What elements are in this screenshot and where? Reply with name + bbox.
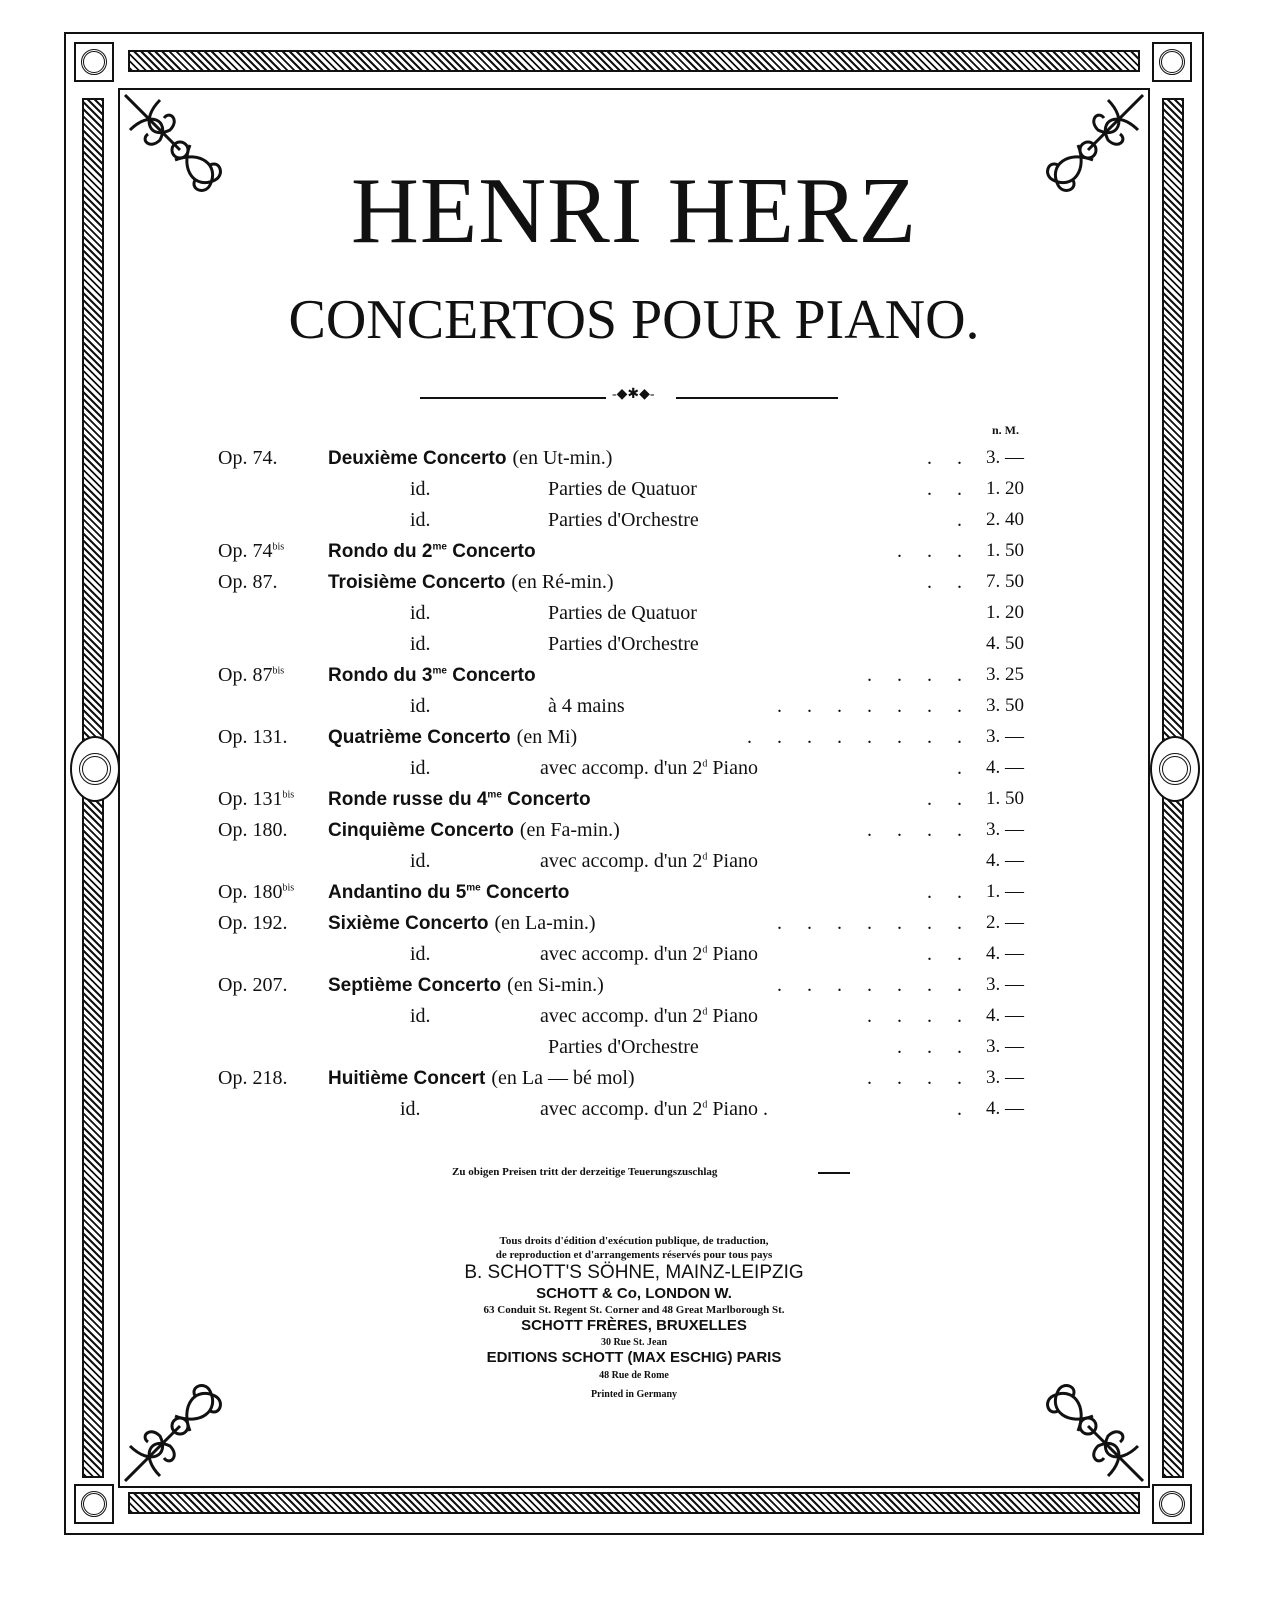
work-row [0, 601, 1268, 631]
work-row [0, 632, 1268, 662]
opus-label: Op. 180 [218, 881, 283, 903]
title-text: Rondo du 3 [328, 665, 433, 686]
work-title [328, 539, 536, 564]
opus-label: Op. 87. [218, 571, 278, 593]
ditto-mark: id. [410, 509, 431, 531]
title-superscript: me [432, 665, 447, 677]
work-title [328, 725, 577, 750]
work-detail [548, 601, 697, 625]
work-row [0, 1097, 1268, 1127]
title-text: Deuxième Concerto [328, 448, 507, 469]
price: 3. — [986, 447, 1024, 468]
ditto-mark: id. [410, 850, 431, 872]
work-row [0, 446, 1268, 476]
title-text: Andantino du 5 [328, 882, 467, 903]
title-text: Quatrième Concerto [328, 727, 511, 748]
leader-dots: . . . [897, 1036, 972, 1058]
price: 3. — [986, 1036, 1024, 1057]
price: 3. — [986, 819, 1024, 840]
printed-in: Printed in Germany [590, 1389, 678, 1400]
price: 2. 40 [986, 509, 1024, 530]
surcharge-note: Zu obigen Preisen tritt der derzeitige Teuerungszuschlag [452, 1166, 718, 1178]
work-title-bold [328, 975, 501, 996]
divider-left [420, 397, 606, 399]
work-row [0, 756, 1268, 786]
work-title-bold [328, 448, 506, 469]
surcharge-dash [818, 1172, 850, 1174]
work-row [0, 694, 1268, 724]
price: 4. — [986, 1005, 1024, 1026]
leader-dots: . . . . . . . [777, 695, 972, 717]
opus-label: Op. 207. [218, 974, 288, 996]
detail-text-rest: Piano . [707, 1098, 768, 1120]
price: 3. — [986, 1067, 1024, 1088]
work-detail [548, 477, 697, 501]
work-key: (en La — bé mol) [491, 1067, 635, 1089]
composer-name: HENRI HERZ [350, 159, 918, 263]
opus-number [218, 446, 277, 470]
ditto-mark: id. [400, 1098, 421, 1120]
detail-text: à 4 mains [548, 695, 625, 717]
price: 4. 50 [986, 633, 1024, 654]
opus-label: Op. 131. [218, 726, 288, 748]
opus-number [218, 911, 287, 935]
work-row [0, 1004, 1268, 1034]
title-text: Troisième Concerto [328, 572, 506, 593]
publisher-london-address: 63 Conduit St. Regent St. Corner and 48 Great Marlborough St. [483, 1304, 785, 1316]
ditto-mark: id. [410, 478, 431, 500]
work-detail [540, 756, 758, 780]
ditto-mark: id. [410, 943, 431, 965]
work-detail [540, 1097, 768, 1121]
work-title-bold [328, 541, 536, 562]
price: 3. — [986, 974, 1024, 995]
detail-text: avec accomp. d'un 2 [540, 1005, 703, 1027]
opus-suffix: bis [282, 789, 295, 801]
work-title-bold [328, 789, 591, 810]
opus-number [218, 787, 294, 811]
ditto-mark: id. [410, 602, 431, 624]
opus-number [218, 663, 284, 687]
leader-dots: . . . [897, 540, 972, 562]
title-superscript: me [432, 541, 447, 553]
work-row [0, 1066, 1268, 1096]
work-row [0, 570, 1268, 600]
detail-text: Parties d'Orchestre [548, 633, 699, 655]
work-title-bold [328, 727, 511, 748]
rights-line-1: Tous droits d'édition d'exécution publique, de traduction, [499, 1235, 769, 1247]
work-key: (en Si-min.) [507, 974, 604, 996]
detail-superscript: d [702, 944, 708, 956]
work-title [328, 663, 536, 688]
opus-number [218, 1066, 287, 1090]
ditto-mark: id. [410, 633, 431, 655]
opus-number [218, 880, 294, 904]
divider-ornament-icon: -◆✱◆- [612, 387, 655, 402]
ditto-mark: id. [410, 1005, 431, 1027]
work-row [0, 508, 1268, 538]
work-title [328, 446, 612, 471]
leader-dots: . . . . [867, 1005, 972, 1027]
opus-label: Op. 87 [218, 664, 273, 686]
leader-dots: . . [927, 788, 972, 810]
title-superscript: me [487, 789, 502, 801]
leader-dots: . . [927, 943, 972, 965]
price-column-header: n. M. [992, 423, 1019, 437]
bottom-border-band [128, 1492, 1140, 1514]
corner-rosette-icon [74, 42, 114, 82]
detail-text: Parties d'Orchestre [548, 509, 699, 531]
detail-text-rest: Piano [707, 757, 758, 779]
work-title-bold [328, 820, 514, 841]
corner-flourish-icon [1028, 1366, 1148, 1486]
work-row [0, 818, 1268, 848]
title-text: Ronde russe du 4 [328, 789, 488, 810]
top-border-band [128, 50, 1140, 72]
opus-suffix: bis [282, 882, 295, 894]
title-superscript: me [466, 882, 481, 894]
corner-rosette-icon [74, 1484, 114, 1524]
work-title-bold [328, 1068, 485, 1089]
title-text-rest: Concerto [501, 789, 591, 810]
work-detail [540, 942, 758, 966]
leader-dots: . [957, 509, 972, 531]
opus-label: Op. 74. [218, 447, 278, 469]
work-title [328, 818, 620, 843]
work-title-bold [328, 665, 536, 686]
work-title [328, 880, 569, 905]
detail-text: avec accomp. d'un 2 [540, 850, 703, 872]
price: 3. — [986, 726, 1024, 747]
corner-rosette-icon [1152, 1484, 1192, 1524]
publisher-brussels-address: 30 Rue St. Jean [600, 1337, 668, 1348]
publisher-main: B. SCHOTT'S SÖHNE, MAINZ-LEIPZIG [464, 1262, 804, 1283]
leader-dots: . [957, 757, 972, 779]
price: 2. — [986, 912, 1024, 933]
work-key: (en Ut-min.) [512, 447, 613, 469]
work-key: (en La-min.) [494, 912, 596, 934]
work-title-bold [328, 882, 569, 903]
title-text-rest: Concerto [446, 541, 536, 562]
price: 1. 20 [986, 602, 1024, 623]
work-row [0, 787, 1268, 817]
detail-text: Parties d'Orchestre [548, 1036, 699, 1058]
price: 1. — [986, 881, 1024, 902]
work-detail [548, 632, 699, 656]
price: 4. — [986, 757, 1024, 778]
price: 4. — [986, 850, 1024, 871]
opus-label: Op. 180. [218, 819, 288, 841]
work-key: (en Mi) [516, 726, 578, 748]
detail-text: avec accomp. d'un 2 [540, 1098, 703, 1120]
work-title-bold [328, 572, 505, 593]
detail-text: Parties de Quatuor [548, 478, 697, 500]
detail-text-rest: Piano [707, 943, 758, 965]
detail-superscript: d [702, 851, 708, 863]
leader-dots: . [957, 1098, 972, 1120]
work-detail [540, 849, 758, 873]
detail-text: avec accomp. d'un 2 [540, 943, 703, 965]
corner-rosette-icon [1152, 42, 1192, 82]
publisher-paris: EDITIONS SCHOTT (MAX ESCHIG) PARIS [486, 1349, 782, 1366]
work-row [0, 880, 1268, 910]
work-row [0, 539, 1268, 569]
opus-suffix: bis [272, 665, 285, 677]
work-row [0, 725, 1268, 755]
work-key: (en Ré-min.) [511, 571, 614, 593]
detail-superscript: d [702, 758, 708, 770]
work-title [328, 787, 591, 812]
detail-text-rest: Piano [707, 850, 758, 872]
leader-dots: . . . . . . . . [747, 726, 972, 748]
corner-flourish-icon [120, 1366, 240, 1486]
leader-dots: . . . . . . . [777, 974, 972, 996]
work-detail [548, 508, 699, 532]
title-text: Septième Concerto [328, 975, 502, 996]
work-detail [540, 1004, 758, 1028]
work-detail [548, 694, 625, 718]
divider-right [676, 397, 838, 399]
leader-dots: . . . . [867, 1067, 972, 1089]
detail-superscript: d [702, 1099, 708, 1111]
title-text: Sixième Concerto [328, 913, 489, 934]
leader-dots: . . [927, 881, 972, 903]
work-row [0, 973, 1268, 1003]
leader-dots: . . . . [867, 664, 972, 686]
work-row [0, 911, 1268, 941]
detail-superscript: d [702, 1006, 708, 1018]
price: 3. 50 [986, 695, 1024, 716]
title-text: Cinquième Concerto [328, 820, 514, 841]
opus-label: Op. 74 [218, 540, 273, 562]
price: 4. — [986, 1098, 1024, 1119]
title-text: Rondo du 2 [328, 541, 433, 562]
title-text-rest: Concerto [480, 882, 570, 903]
price: 1. 50 [986, 788, 1024, 809]
price: 1. 50 [986, 540, 1024, 561]
publisher-paris-address: 48 Rue de Rome [599, 1370, 669, 1381]
price: 7. 50 [986, 571, 1024, 592]
title-text: Huitième Concert [328, 1068, 486, 1089]
opus-number [218, 539, 284, 563]
work-title [328, 570, 614, 595]
work-key: (en Fa-min.) [519, 819, 620, 841]
opus-number [218, 725, 287, 749]
opus-suffix: bis [272, 541, 285, 553]
price: 4. — [986, 943, 1024, 964]
work-row [0, 942, 1268, 972]
rights-line-2: de reproduction et d'arrangements réservés pour tous pays [495, 1249, 773, 1261]
leader-dots: . . [927, 447, 972, 469]
ditto-mark: id. [410, 695, 431, 717]
work-detail [548, 1035, 699, 1059]
leader-dots: . . [927, 478, 972, 500]
price: 1. 20 [986, 478, 1024, 499]
work-title [328, 1066, 635, 1091]
ditto-mark: id. [410, 757, 431, 779]
leader-dots: . . . . . . . [777, 912, 972, 934]
detail-text: Parties de Quatuor [548, 602, 697, 624]
opus-label: Op. 192. [218, 912, 288, 934]
opus-label: Op. 218. [218, 1067, 288, 1089]
detail-text: avec accomp. d'un 2 [540, 757, 703, 779]
work-title-bold [328, 913, 489, 934]
opus-label: Op. 131 [218, 788, 283, 810]
work-title [328, 973, 604, 998]
opus-number [218, 818, 287, 842]
leader-dots: . . . . [867, 819, 972, 841]
title-text-rest: Concerto [446, 665, 536, 686]
detail-text-rest: Piano [707, 1005, 758, 1027]
publisher-brussels: SCHOTT FRÈRES, BRUXELLES [521, 1317, 747, 1334]
work-row [0, 477, 1268, 507]
opus-number [218, 570, 277, 594]
work-row [0, 663, 1268, 693]
leader-dots: . . [927, 571, 972, 593]
collection-title: CONCERTOS POUR PIANO. [288, 289, 980, 351]
work-title [328, 911, 596, 936]
work-row [0, 1035, 1268, 1065]
price: 3. 25 [986, 664, 1024, 685]
opus-number [218, 973, 287, 997]
publisher-london: SCHOTT & Co, LONDON W. [536, 1285, 732, 1302]
work-row [0, 849, 1268, 879]
